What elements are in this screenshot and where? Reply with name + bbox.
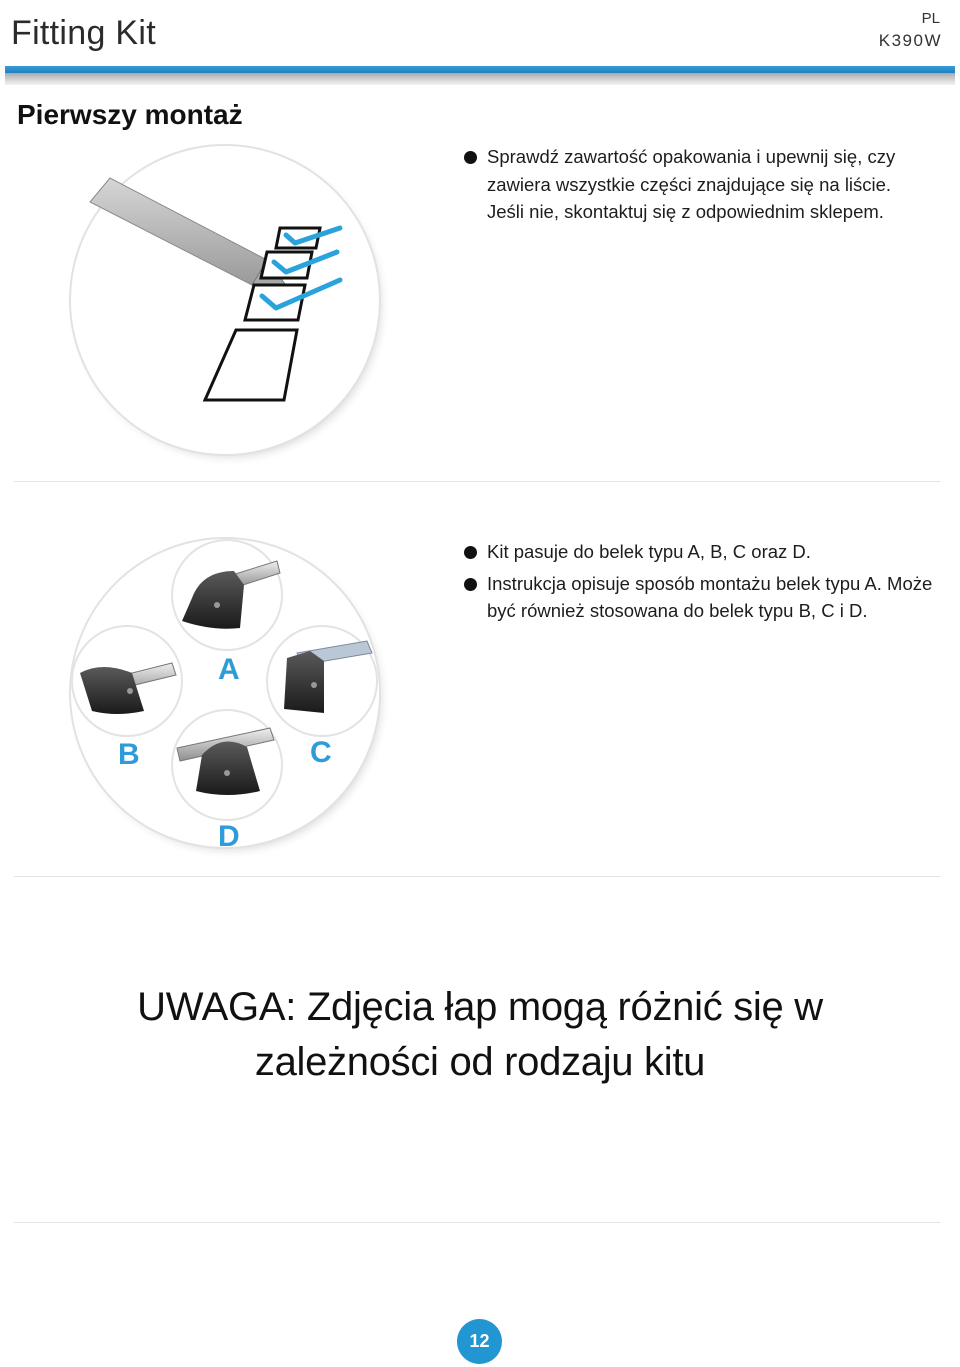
bar-type-label-d: D: [218, 820, 240, 853]
warning-note-line-2: zależności od rodzaju kitu: [254, 1040, 706, 1084]
checklist-illustration: [62, 140, 397, 470]
bullet-icon: [464, 151, 477, 164]
bullet-list-contents: [463, 143, 933, 230]
section-title: Pierwszy montaż: [17, 99, 243, 130]
bullet-item: Instrukcja opisuje sposób montażu belek typu A. Może być również stosowana do belek typu B, C i D.: [463, 570, 933, 625]
bullet-item: Sprawdź zawartość opakowania i upewnij się, czy zawiera wszystkie części znajdujące się na liście. Jeśli nie, skontaktuj się z odpowiednim sklepem.: [463, 143, 933, 226]
warning-note: [0, 980, 960, 1090]
header-language: PL: [921, 10, 940, 27]
page-header: [0, 0, 960, 86]
bullet-icon: [464, 546, 477, 559]
bar-types-illustration: [62, 533, 397, 863]
bullet-item: Kit pasuje do belek typu A, B, C oraz D.: [463, 538, 933, 566]
warning-note-line-1: UWAGA: Zdjęcia łap mogą różnić się w: [137, 985, 823, 1029]
section-divider: [14, 481, 940, 482]
header-bar-shadow: [5, 73, 955, 85]
bar-type-label-a: A: [218, 653, 240, 686]
header-accent-bar: [5, 66, 955, 73]
section-divider: [14, 1222, 940, 1223]
bullet-list-bar-types: [463, 538, 933, 629]
section-divider: [14, 876, 940, 877]
bar-type-label-c: C: [310, 736, 332, 769]
bar-type-label-b: B: [118, 738, 140, 771]
header-title: Fitting Kit: [11, 14, 157, 52]
bullet-icon: [464, 578, 477, 591]
header-model-code: K390W: [878, 31, 942, 50]
page-number-badge: 12: [457, 1319, 502, 1364]
